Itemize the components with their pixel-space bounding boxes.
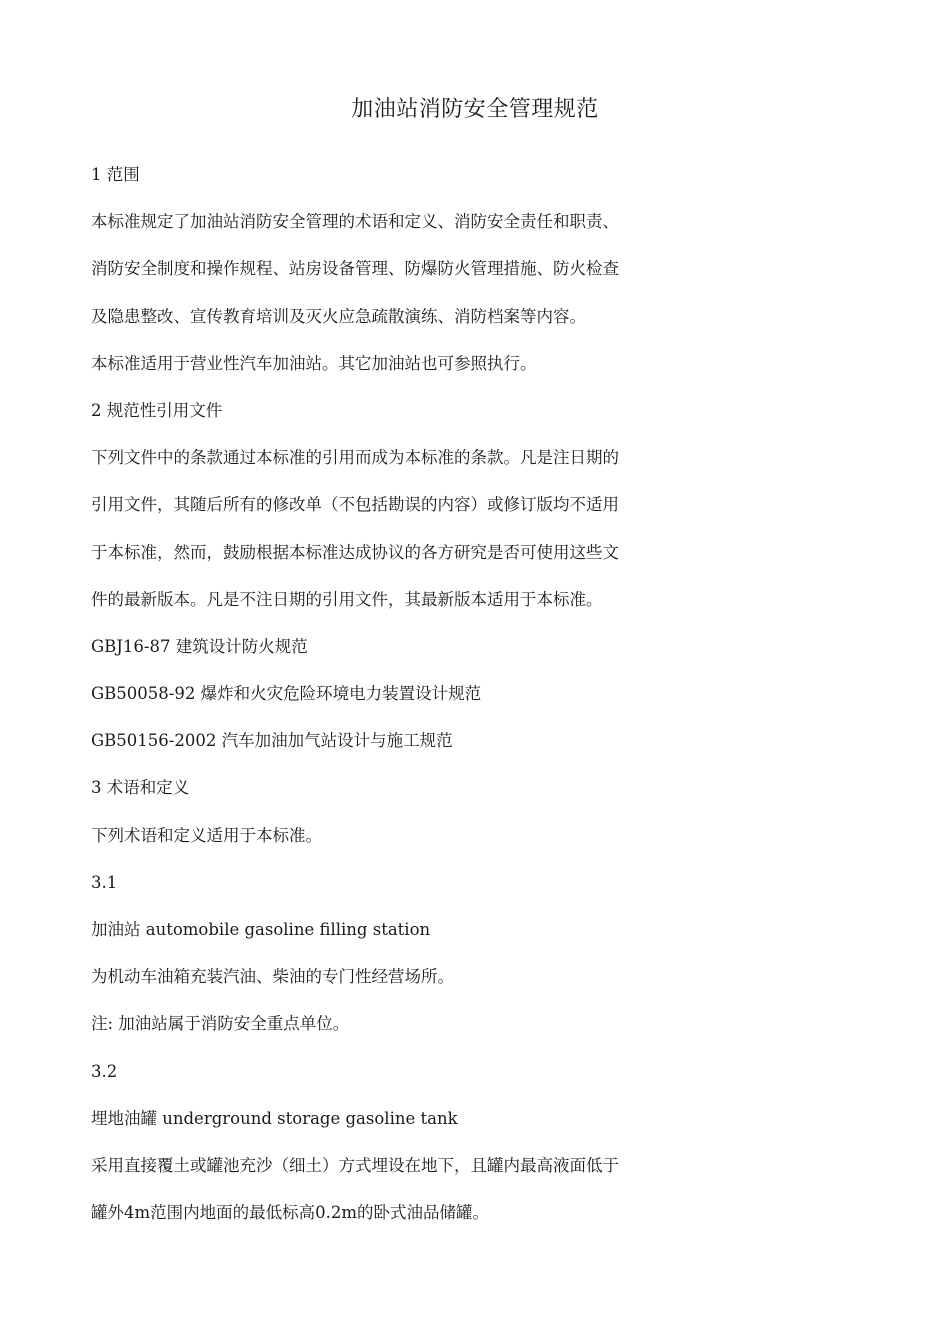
term-note: 注: 加油站属于消防安全重点单位。 (91, 1014, 350, 1033)
reference-item: GB50058-92 爆炸和火灾危险环境电力装置设计规范 (91, 684, 482, 703)
term-heading: 埋地油罐 underground storage gasoline tank (91, 1109, 458, 1128)
paragraph-line: 下列术语和定义适用于本标准。 (91, 826, 322, 845)
document-title: 加油站消防安全管理规范 (351, 97, 599, 122)
term-definition: 罐外4m范围内地面的最低标高0.2m的卧式油品储罐。 (91, 1203, 490, 1222)
reference-item: GBJ16-87 建筑设计防火规范 (91, 637, 308, 656)
clause-number: 3.1 (91, 873, 118, 892)
clause-number: 3.2 (91, 1062, 118, 1081)
term-definition: 采用直接覆土或罐池充沙（细土）方式埋设在地下，且罐内最高液面低于 (91, 1156, 619, 1175)
paragraph-line: 本标准适用于营业性汽车加油站。其它加油站也可参照执行。 (91, 354, 537, 373)
paragraph-line: 件的最新版本。凡是不注日期的引用文件，其最新版本适用于本标准。 (91, 590, 603, 609)
paragraph-line: 及隐患整改、宣传教育培训及灭火应急疏散演练、消防档案等内容。 (91, 307, 586, 326)
paragraph-line: 消防安全制度和操作规程、站房设备管理、防爆防火管理措施、防火检查 (91, 259, 619, 278)
paragraph-line: 本标准规定了加油站消防安全管理的术语和定义、消防安全责任和职责、 (91, 212, 619, 231)
term-heading: 加油站 automobile gasoline filling station (91, 920, 431, 939)
paragraph-line: 下列文件中的条款通过本标准的引用而成为本标准的条款。凡是注日期的 (91, 448, 619, 467)
paragraph-line: 引用文件，其随后所有的修改单（不包括勘误的内容）或修订版均不适用 (91, 495, 619, 514)
reference-item: GB50156-2002 汽车加油加气站设计与施工规范 (91, 731, 453, 750)
section-heading-terms: 3 术语和定义 (91, 778, 190, 797)
paragraph-line: 于本标准，然而，鼓励根据本标准达成协议的各方研究是否可使用这些文 (91, 543, 619, 562)
section-heading-scope: 1 范围 (91, 165, 140, 184)
term-definition: 为机动车油箱充装汽油、柴油的专门性经营场所。 (91, 967, 454, 986)
section-heading-normative-references: 2 规范性引用文件 (91, 401, 223, 420)
